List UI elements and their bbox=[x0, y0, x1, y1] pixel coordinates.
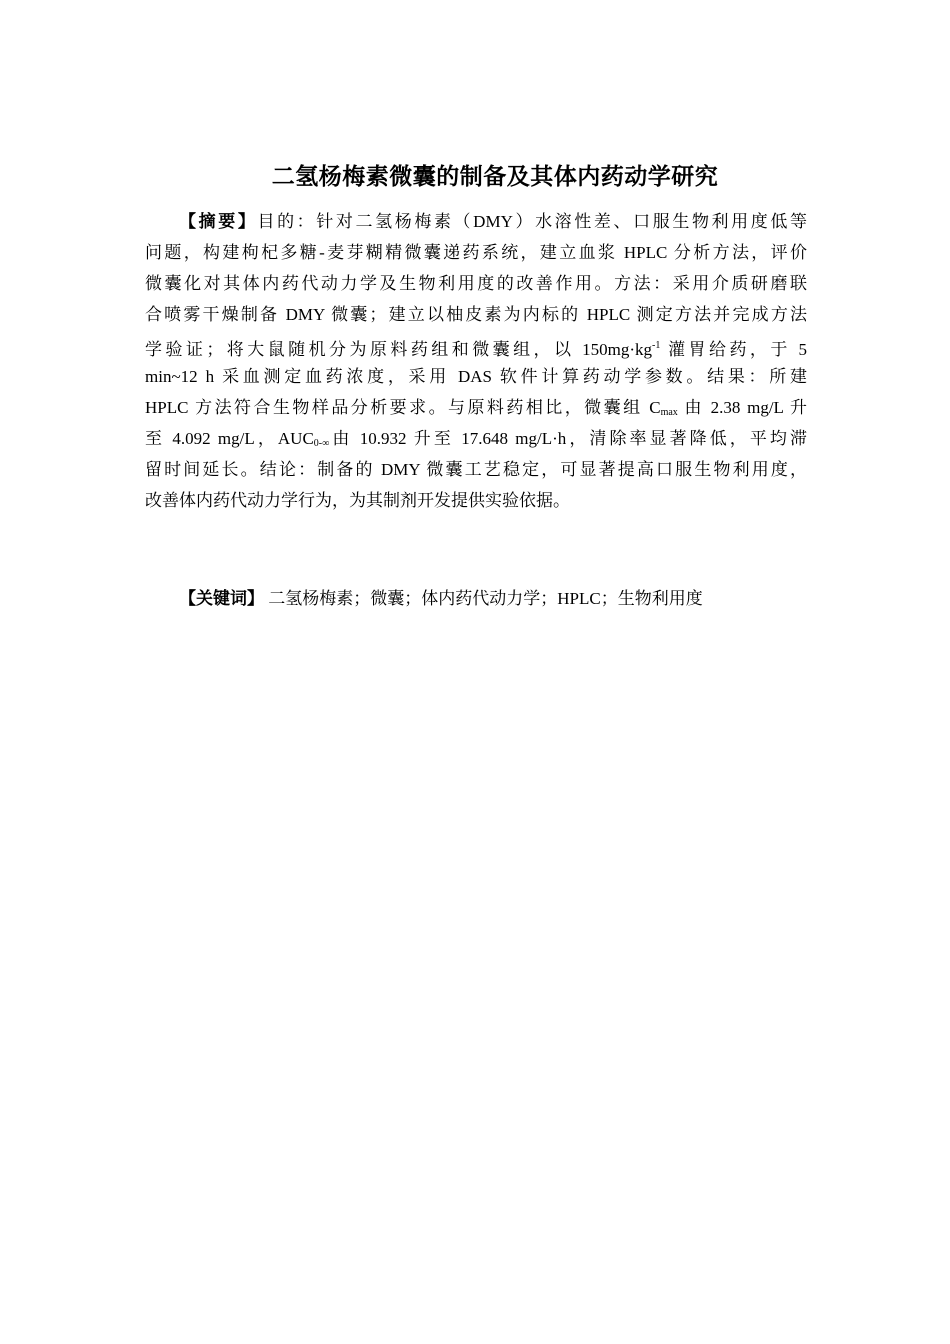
abstract-line-text: 至 4.092 mg/L，AUC bbox=[145, 429, 314, 448]
abstract-line-text: 由 2.38 mg/L 升 bbox=[677, 398, 808, 417]
abstract-line bbox=[145, 330, 807, 361]
abstract-line-text: 目的：针对二氢杨梅素（DMY）水溶性差、口服生物利用度低等 bbox=[257, 212, 808, 231]
abstract-label: 【摘要】 bbox=[179, 212, 258, 232]
abstract-line bbox=[145, 423, 807, 454]
keywords-label: 【关键词】 bbox=[179, 589, 264, 609]
paper-title: 二氢杨梅素微囊的制备及其体内药动学研究 bbox=[271, 164, 719, 190]
keywords-paragraph bbox=[179, 583, 819, 615]
abstract-line-text: HPLC 方法符合生物样品分析要求。与原料药相比，微囊组 C bbox=[145, 398, 661, 417]
abstract-line: 问题，构建枸杞多糖-麦芽糊精微囊递药系统，建立血浆 HPLC 分析方法，评价 bbox=[145, 243, 807, 262]
abstract-line-text: 学验证；将大鼠随机分为原料药组和微囊组，以 150mg·kg bbox=[145, 340, 653, 359]
abstract-line-text: 由 10.932 升至 17.648 mg/L·h，清除率显著降低，平均滞 bbox=[329, 429, 807, 448]
abstract-line: 微囊化对其体内药代动力学及生物利用度的改善作用。方法：采用介质研磨联 bbox=[145, 274, 807, 293]
abstract-line: min~12 h 采血测定血药浓度，采用 DAS 软件计算药动学参数。结果：所建 bbox=[145, 367, 807, 386]
abstract-line bbox=[145, 206, 807, 237]
subscript: max bbox=[660, 407, 678, 418]
keywords-text: 二氢杨梅素；微囊；体内药代动力学；HPLC；生物利用度 bbox=[264, 589, 703, 608]
abstract-line-text: 灌胃给药，于 5 bbox=[660, 340, 807, 359]
abstract-line: 改善体内药代动力学行为，为其制剂开发提供实验依据。 bbox=[145, 491, 570, 510]
abstract-line bbox=[145, 392, 807, 423]
abstract-paragraph bbox=[145, 206, 807, 516]
abstract-line: 合喷雾干燥制备 DMY 微囊；建立以柚皮素为内标的 HPLC 测定方法并完成方法 bbox=[145, 305, 807, 324]
subscript: 0-∞ bbox=[313, 438, 330, 449]
superscript: -1 bbox=[652, 340, 661, 351]
abstract-line: 留时间延长。结论：制备的 DMY 微囊工艺稳定，可显著提高口服生物利用度， bbox=[145, 460, 807, 479]
